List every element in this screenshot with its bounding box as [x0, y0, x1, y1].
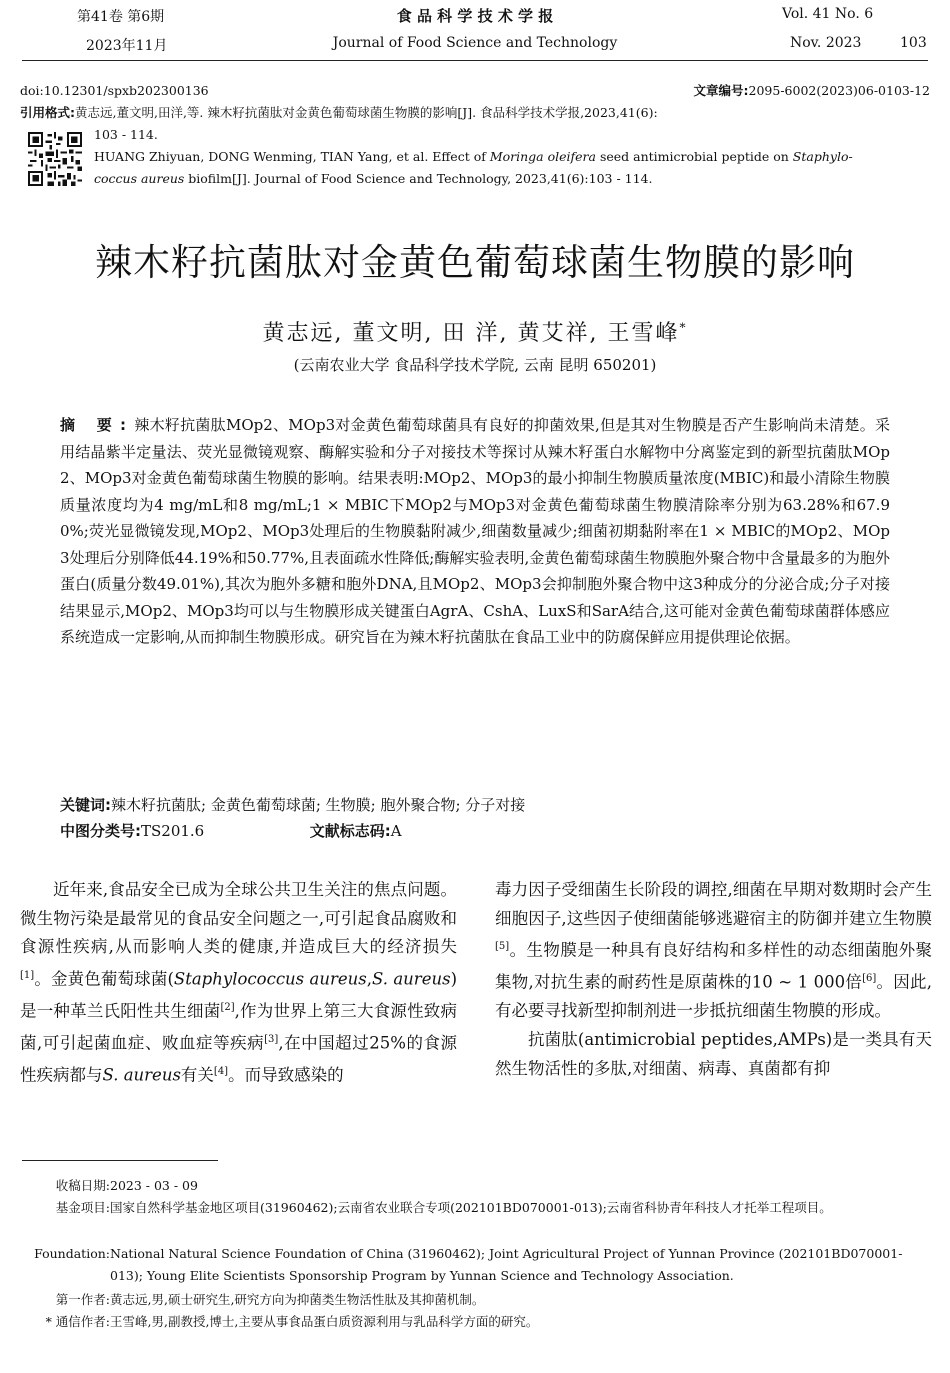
header-volume-cn: 第41卷 第6期: [77, 9, 165, 25]
authors: [0, 316, 950, 347]
body-left-column: [20, 876, 457, 1090]
body-text: ,在中国超过25%的食源性疾病都与: [20, 1033, 457, 1085]
citation-en-part: seed antimicrobial peptide on: [595, 149, 793, 164]
footnote-label: * 通信作者:: [45, 1314, 110, 1329]
citation-en-line1: [94, 146, 932, 168]
citation-cn-text: 黄志远,董文明,田洋,等. 辣木籽抗菌肽对金黄色葡萄球菌生物膜的影响[J]. 食品科学技术学报,2023,41(6):: [75, 105, 658, 120]
footnote-label: 收稿日期:: [55, 1178, 110, 1193]
keywords-text: 辣木籽抗菌肽; 金黄色葡萄球菌; 生物膜; 胞外聚合物; 分子对接: [111, 796, 526, 814]
abstract-label: 摘 要:: [60, 416, 135, 434]
keywords-line: [60, 792, 890, 818]
abstract: [60, 412, 890, 651]
species-name: S. aureus: [372, 969, 451, 989]
reference-mark: [2]: [220, 1001, 235, 1013]
clc-value: TS201.6: [141, 822, 205, 840]
body-paragraph: [20, 876, 457, 1090]
body-text: 。金黄色葡萄球菌(: [34, 969, 174, 989]
reference-mark: [5]: [495, 941, 510, 953]
body-text: 有关: [180, 1065, 214, 1085]
body-paragraph: 抗菌肽(antimicrobial peptides,AMPs)是一类具有天然生物活性的多肽,对细菌、病毒、真菌都有抑: [495, 1029, 932, 1078]
keywords-label: 关键词:: [60, 796, 111, 814]
footnote-fund: [30, 1197, 930, 1219]
qr-code-icon: [28, 132, 82, 186]
article-number: [694, 80, 930, 102]
reference-mark: [3]: [264, 1033, 279, 1045]
footnote-received: [30, 1175, 930, 1197]
footnote-label: Foundation:: [34, 1246, 110, 1261]
header-page-number: 103: [900, 35, 927, 51]
clc-label: 中图分类号:: [60, 822, 141, 840]
species-name: Staphylococcus aureus: [173, 969, 367, 989]
body-text: 近年来,食品安全已成为全球公共卫生关注的焦点问题。微生物污染是最常见的食品安全问题之一,可引起食品腐败和食源性疾病,从而影响人类的健康,并造成巨大的经济损失: [20, 880, 457, 957]
header-journal-cn: 食 品 科 学 技 术 学 报: [396, 7, 554, 25]
citation-label: 引用格式:: [20, 105, 75, 120]
classification-line: [60, 818, 890, 844]
body-right-column: [495, 876, 932, 1083]
article-number-value: 2095-6002(2023)06-0103-12: [748, 83, 930, 98]
footnote-rule: [22, 1160, 218, 1161]
header-journal-en: Journal of Food Science and Technology: [332, 35, 618, 51]
footnote-value: 2023 - 03 - 09: [110, 1178, 198, 1193]
citation-en-species: Staphylo-: [792, 149, 853, 164]
keywords: [60, 792, 890, 844]
footnote-first-author: [30, 1289, 930, 1311]
footnote-value: 王雪峰,男,副教授,博士,主要从事食品蛋白质资源利用与乳品科学方面的研究。: [110, 1314, 539, 1329]
article-title: 辣木籽抗菌肽对金黄色葡萄球菌生物膜的影响: [95, 241, 855, 284]
doc-code-label: 文献标志码:: [309, 822, 391, 840]
citation-cn-line1: [20, 102, 932, 124]
abstract-text: 辣木籽抗菌肽MOp2、MOp3对金黄色葡萄球菌具有良好的抑菌效果,但是其对生物膜是否产生影响尚未清楚。采用结晶紫半定量法、荧光显微镜观察、酶解实验和分子对接技术等探讨从辣木籽蛋白水解物中分离鉴定到的新型抗菌肽MOp2、MOp3对金黄色葡萄球菌生物膜的影响。结果表明:MOp2、MOp3的最小抑制生物膜质量浓度(MBIC)和最小清除生物膜质量浓度均为4 mg/mL和8 mg/mL;1 × MBIC下MOp2与MOp3对金黄色葡萄球菌生物膜清除率分别为63.28%和67.90%;荧光显微镜发现,MOp2、MOp3处理后的生物膜黏附减少,细菌数量减少;细菌初期黏附率在1 × MBIC的MOp2、MOp3处理后分别降低44.19%和50.77%,且表面疏水性降低;酶解实验表明,金黄色葡萄球菌生物膜胞外聚合物中含量最多的为胞外蛋白(质量分数49.01%),其次为胞外多糖和胞外DNA,且MOp2、MOp3会抑制胞外聚合物中这3种成分的分泌合成;分子对接结果显示,MOp2、MOp3均可以与生物膜形成关键蛋白AgrA、CshA、LuxS和SarA结合,这可能对金黄色葡萄球菌群体感应系统造成一定影响,从而抑制生物膜形成。研究旨在为辣木籽抗菌肽在食品工业中的防腐保鲜应用提供理论依据。: [60, 416, 890, 646]
body-text: 。生物膜是一种具有良好结构和多样性的动态细菌胞外聚集物,对抗生素的耐药性是原菌株的10 ~ 1 000倍: [495, 940, 932, 992]
footnote-value: National Natural Science Foundation of China (31960462); Joint Agricultural Project of Yunnan Province (202101BD070001-013); Young Elite Scientists Sponsorship Program by Yunnan Science and Technology Association.: [110, 1246, 903, 1283]
doi: doi:10.12301/spxb202300136: [20, 83, 209, 98]
article-number-label: 文章编号:: [693, 83, 749, 98]
affiliation: (云南农业大学 食品科学技术学院, 云南 昆明 650201): [293, 356, 657, 374]
body-paragraph: [495, 876, 932, 1026]
footnote-label: 基金项目:: [55, 1200, 110, 1215]
body-text: ,作为世界上第三大食源性致病菌,可引起菌血症、败血症等疾病: [20, 1001, 457, 1053]
body-text: 。因此,有必要寻找新型抑制剂进一步抵抗细菌生物膜的形成。: [495, 972, 933, 1021]
citation-en-part: HUANG Zhiyuan, DONG Wenming, TIAN Yang, et al. Effect of: [94, 149, 490, 164]
footnote-value: 国家自然科学基金地区项目(31960462);云南省农业联合专项(202101BD070001-013);云南省科协青年科技人才托举工程项目。: [110, 1200, 832, 1215]
reference-mark: [1]: [20, 969, 35, 981]
reference-mark: [4]: [213, 1066, 229, 1078]
citation-en-species: coccus aureus: [94, 171, 185, 186]
doc-code-value: A: [390, 822, 402, 840]
body-text: )是一种革兰氏阳性共生细菌: [20, 969, 457, 1021]
citation-en-line2: [94, 168, 652, 190]
footnote-foundation: [30, 1243, 930, 1287]
header-rule: [22, 60, 928, 61]
citation-cn-line2: 103 - 114.: [94, 127, 158, 142]
header-date-en: Nov. 2023: [790, 35, 862, 51]
footnote-corresponding: [30, 1311, 930, 1333]
corresponding-mark: *: [679, 320, 688, 335]
footnote-value: 黄志远,男,硕士研究生,研究方向为抑菌类生物活性肽及其抑菌机制。: [110, 1292, 485, 1307]
body-text: 。而导致感染的: [228, 1065, 344, 1085]
citation-en-species: Moringa oleifera: [489, 149, 596, 164]
author-list: 黄志远, 董文明, 田 洋, 黄艾祥, 王雪峰: [262, 321, 680, 346]
citation-en-part: biofilm[J]. Journal of Food Science and Technology, 2023,41(6):103 - 114.: [184, 171, 653, 186]
reference-mark: [6]: [862, 973, 877, 985]
species-name: S. aureus: [102, 1065, 181, 1085]
body-text: ,: [366, 969, 372, 989]
footnote-label: 第一作者:: [55, 1292, 110, 1307]
header-date-cn: 2023年11月: [86, 38, 168, 54]
header-volume-en: Vol. 41 No. 6: [782, 6, 874, 22]
body-text: 毒力因子受细菌生长阶段的调控,细菌在早期对数期时会产生细胞因子,这些因子使细菌能够逃避宿主的防御并建立生物膜: [495, 880, 932, 928]
